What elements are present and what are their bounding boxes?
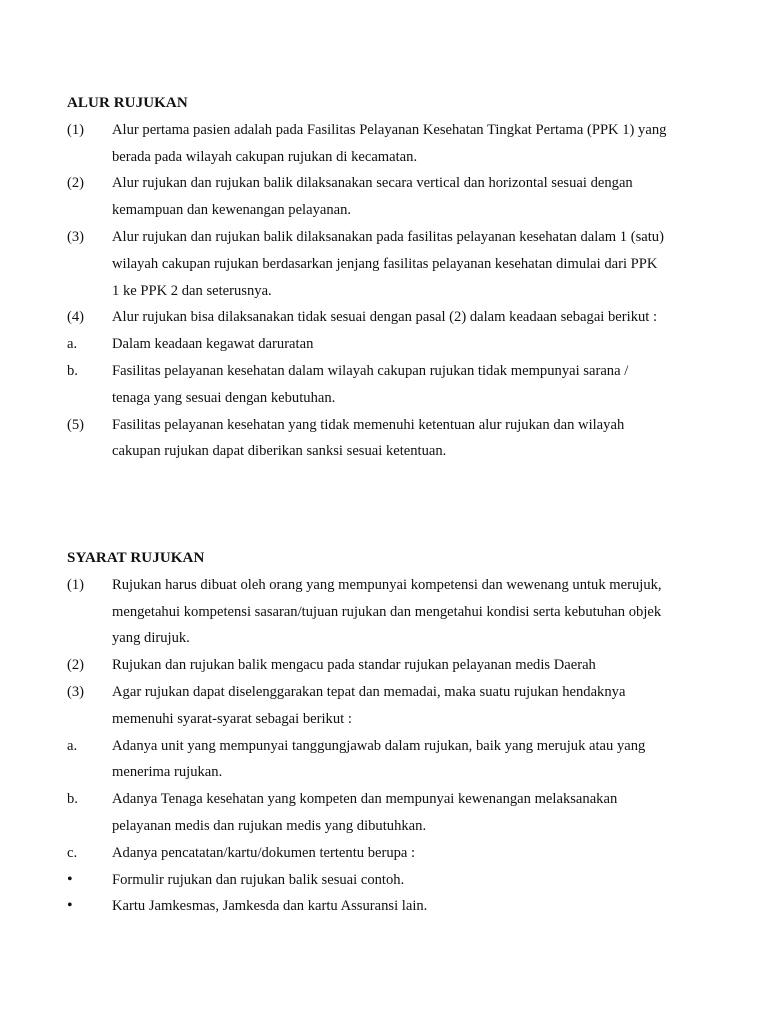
bullet-icon: • bbox=[67, 870, 73, 888]
list-item bbox=[67, 224, 667, 304]
list-item bbox=[67, 572, 667, 652]
item-text: Alur rujukan dan rujukan balik dilaksanakan pada fasilitas pelayanan kesehatan dalam 1 (satu) wilayah cakupan rujukan berdasarkan jenjang fasilitas pelayanan kesehatan dimulai dari PPK 1 ke PPK 2 dan seterusnya. bbox=[112, 228, 664, 299]
item-text: Adanya pencatatan/kartu/dokumen tertentu berupa : bbox=[112, 844, 416, 861]
item-label: (3) bbox=[67, 683, 85, 700]
item-text: Agar rujukan dapat diselenggarakan tepat dan memadai, maka suatu rujukan hendaknya memenuhi syarat-syarat sebagai berikut : bbox=[112, 683, 626, 727]
section-heading: SYARAT RUJUKAN bbox=[67, 550, 205, 566]
list-item bbox=[67, 652, 667, 679]
item-label: (4) bbox=[67, 309, 85, 326]
item-label: (1) bbox=[67, 576, 85, 593]
item-text: Fasilitas pelayanan kesehatan yang tidak memenuhi ketentuan alur rujukan dan wilayah cakupan rujukan dapat diberikan sanksi sesuai ketentuan. bbox=[112, 416, 625, 460]
section-syarat-rujukan bbox=[67, 545, 667, 920]
list-item bbox=[67, 331, 667, 358]
item-text: Dalam keadaan kegawat daruratan bbox=[112, 336, 314, 353]
list-item bbox=[67, 786, 667, 840]
section-alur-rujukan bbox=[67, 90, 667, 465]
item-label: a. bbox=[67, 737, 78, 754]
list-item bbox=[67, 840, 667, 867]
item-label: c. bbox=[67, 844, 78, 861]
item-label: b. bbox=[67, 362, 78, 379]
item-label: (2) bbox=[67, 175, 85, 192]
item-text: Alur rujukan dan rujukan balik dilaksanakan secara vertical dan horizontal sesuai dengan kemampuan dan kewenangan pelayanan. bbox=[112, 175, 633, 219]
item-label: (2) bbox=[67, 657, 85, 674]
item-label: (1) bbox=[67, 121, 85, 138]
item-text: Rujukan dan rujukan balik mengacu pada standar rujukan pelayanan medis Daerah bbox=[112, 657, 596, 674]
list-item bbox=[67, 170, 667, 224]
item-label: (5) bbox=[67, 416, 85, 433]
item-label: (3) bbox=[67, 228, 85, 245]
list-item bbox=[67, 679, 667, 733]
section-heading: ALUR RUJUKAN bbox=[67, 95, 188, 111]
item-text: Fasilitas pelayanan kesehatan dalam wilayah cakupan rujukan tidak mempunyai sarana / tenaga yang sesuai dengan kebutuhan. bbox=[112, 362, 629, 406]
bullet-item bbox=[67, 893, 667, 920]
bullet-icon: • bbox=[67, 897, 73, 915]
item-text: Adanya Tenaga kesehatan yang kompeten dan mempunyai kewenangan melaksanakan pelayanan medis dan rujukan medis yang dibutuhkan. bbox=[112, 791, 618, 834]
item-label: a. bbox=[67, 336, 78, 353]
item-label: b. bbox=[67, 791, 78, 808]
list-item bbox=[67, 733, 667, 787]
item-text: Formulir rujukan dan rujukan balik sesuai contoh. bbox=[112, 871, 405, 888]
item-text: Alur rujukan bisa dilaksanakan tidak sesuai dengan pasal (2) dalam keadaan sebagai berikut : bbox=[112, 309, 658, 326]
item-text: Alur pertama pasien adalah pada Fasilitas Pelayanan Kesehatan Tingkat Pertama (PPK 1) yang berada pada wilayah cakupan rujukan di kecamatan. bbox=[112, 121, 667, 165]
list-item bbox=[67, 304, 667, 331]
bullet-item bbox=[67, 867, 667, 894]
list-item bbox=[67, 358, 667, 412]
item-text: Adanya unit yang mempunyai tanggungjawab dalam rujukan, baik yang merujuk atau yang menerima rujukan. bbox=[112, 737, 646, 781]
item-text: Rujukan harus dibuat oleh orang yang mempunyai kompetensi dan wewenang untuk merujuk, mengetahui kompetensi sasaran/tujuan rujukan dan mengetahui kondisi serta kebutuhan objek yang dirujuk. bbox=[112, 576, 662, 647]
list-item bbox=[67, 117, 667, 171]
list-item bbox=[67, 412, 667, 466]
item-text: Kartu Jamkesmas, Jamkesda dan kartu Assuransi lain. bbox=[112, 898, 428, 915]
